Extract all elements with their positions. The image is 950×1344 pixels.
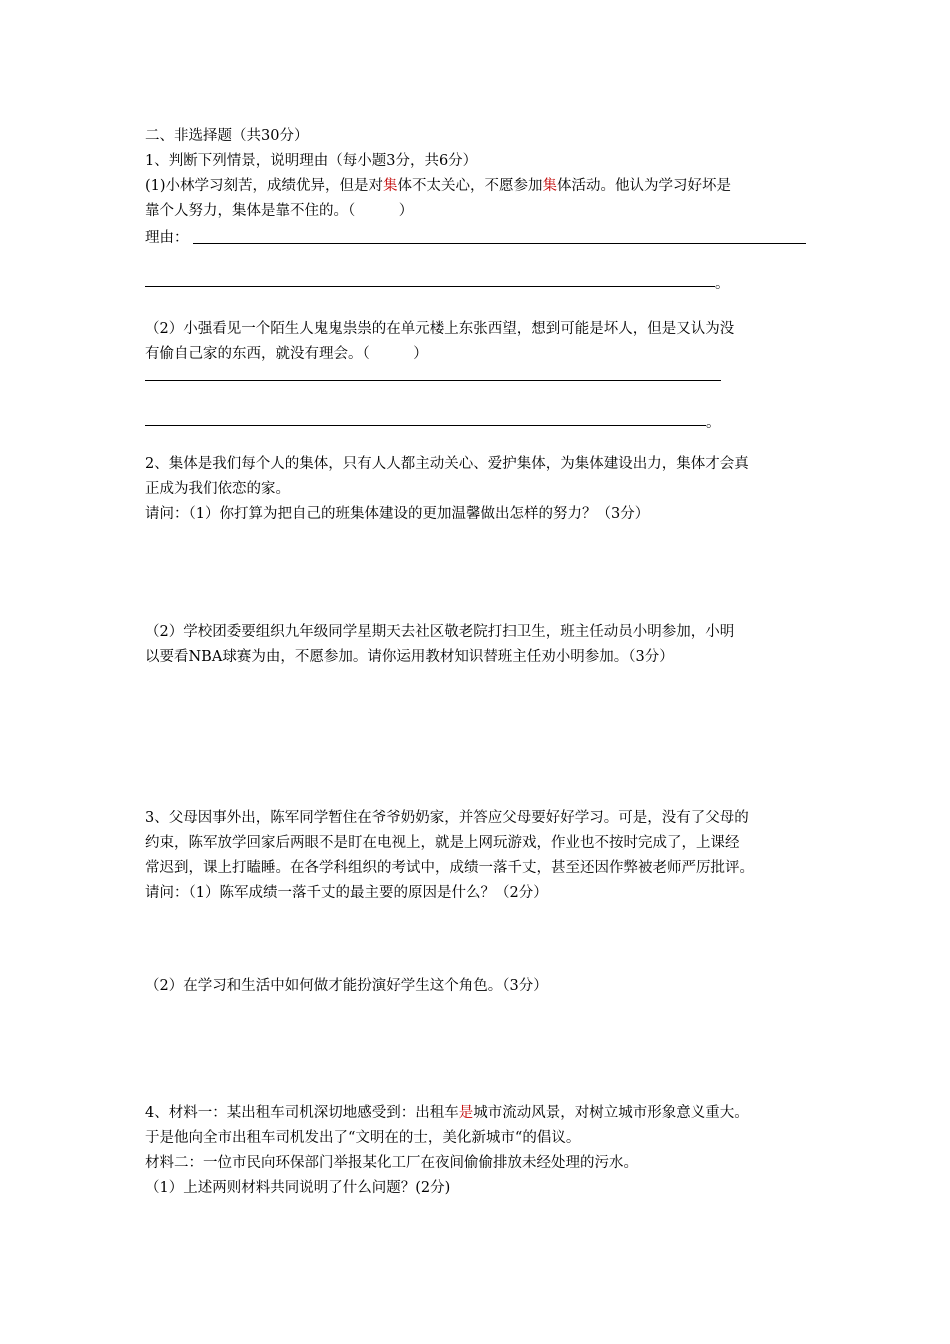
q4-line2: 于是他向全市出租车司机发出了“文明在的士，美化新城市“的倡议。 <box>145 1130 581 1146</box>
q1-text-e: 体活动。他认为学习好坏是 <box>557 178 732 194</box>
q3-line3: 常迟到，课上打瞌睡。在各学科组织的考试中，成绩一落千丈，甚至还因作弊被老师严厉批评。 <box>145 860 754 876</box>
q2-ask2-line1: （2）学校团委要组织九年级同学星期天去社区敬老院打扫卫生，班主任动员小明参加，小明 <box>145 624 735 640</box>
q4-line1 <box>145 1102 749 1124</box>
q3-line2: 约束，陈军放学回家后两眼不是盯在电视上，就是上网玩游戏，作业也不按时完成了，上课经 <box>145 835 740 851</box>
q2-ask1: 请问：（1）你打算为把自己的班集体建设的更加温馨做出怎样的努力？（3分） <box>145 506 650 522</box>
q1-item1-line1 <box>145 175 731 197</box>
q1-item1-line2: 靠个人努力，集体是靠不住的。（ ） <box>145 203 414 219</box>
q2-line1: 2、集体是我们每个人的集体，只有人人都主动关心、爱护集体，为集体建设出力，集体才会真 <box>145 456 749 472</box>
end-mark: 。 <box>706 415 721 431</box>
q3-line1: 3、父母因事外出，陈军同学暂住在爷爷奶奶家，并答应父母要好好学习。可是，没有了父母的 <box>145 810 749 826</box>
q1-item2-line2: 有偷自己家的东西，就没有理会。（ ） <box>145 346 428 362</box>
answer-line[interactable] <box>145 425 706 426</box>
section-title: 二、非选择题（共30分） <box>145 128 309 144</box>
answer-line[interactable] <box>145 380 721 381</box>
q3-ask2: （2）在学习和生活中如何做才能扮演好学生这个角色。（3分） <box>145 978 548 994</box>
end-mark: 。 <box>715 276 730 292</box>
q2-line2: 正成为我们依恋的家。 <box>145 481 290 497</box>
q4-ask1: （1）上述两则材料共同说明了什么问题？(2分) <box>145 1180 451 1196</box>
highlight-char: 集 <box>383 178 398 194</box>
highlight-char: 集 <box>542 178 558 194</box>
q1-text-c: 体不太关心，不愿参加 <box>397 178 543 194</box>
q4-text-c: 城市流动风景，对树立城市形象意义重大。 <box>473 1105 749 1121</box>
q3-ask1: 请问：（1）陈军成绩一落千丈的最主要的原因是什么？（2分） <box>145 885 548 901</box>
reason-label: 理由： <box>145 230 189 246</box>
q4-line3: 材料二：一位市民向环保部门举报某化工厂在夜间偷偷排放未经处理的污水。 <box>145 1155 638 1171</box>
q1-text-a: (1)小林学习刻苦，成绩优异，但是对 <box>145 178 384 194</box>
highlight-char: 是 <box>458 1105 474 1121</box>
q4-text-a: 4、材料一：某出租车司机深切地感受到：出租车 <box>145 1105 459 1121</box>
q1-item2-line1: （2）小强看见一个陌生人鬼鬼祟祟的在单元楼上东张西望，想到可能是坏人，但是又认为没 <box>145 321 735 337</box>
answer-line[interactable] <box>193 243 806 244</box>
answer-line[interactable] <box>145 286 715 287</box>
q1-header: 1、判断下列情景，说明理由（每小题3分，共6分） <box>145 153 478 169</box>
q2-ask2-line2: 以要看NBA球赛为由，不愿参加。请你运用教材知识替班主任劝小明参加。（3分） <box>145 649 674 665</box>
